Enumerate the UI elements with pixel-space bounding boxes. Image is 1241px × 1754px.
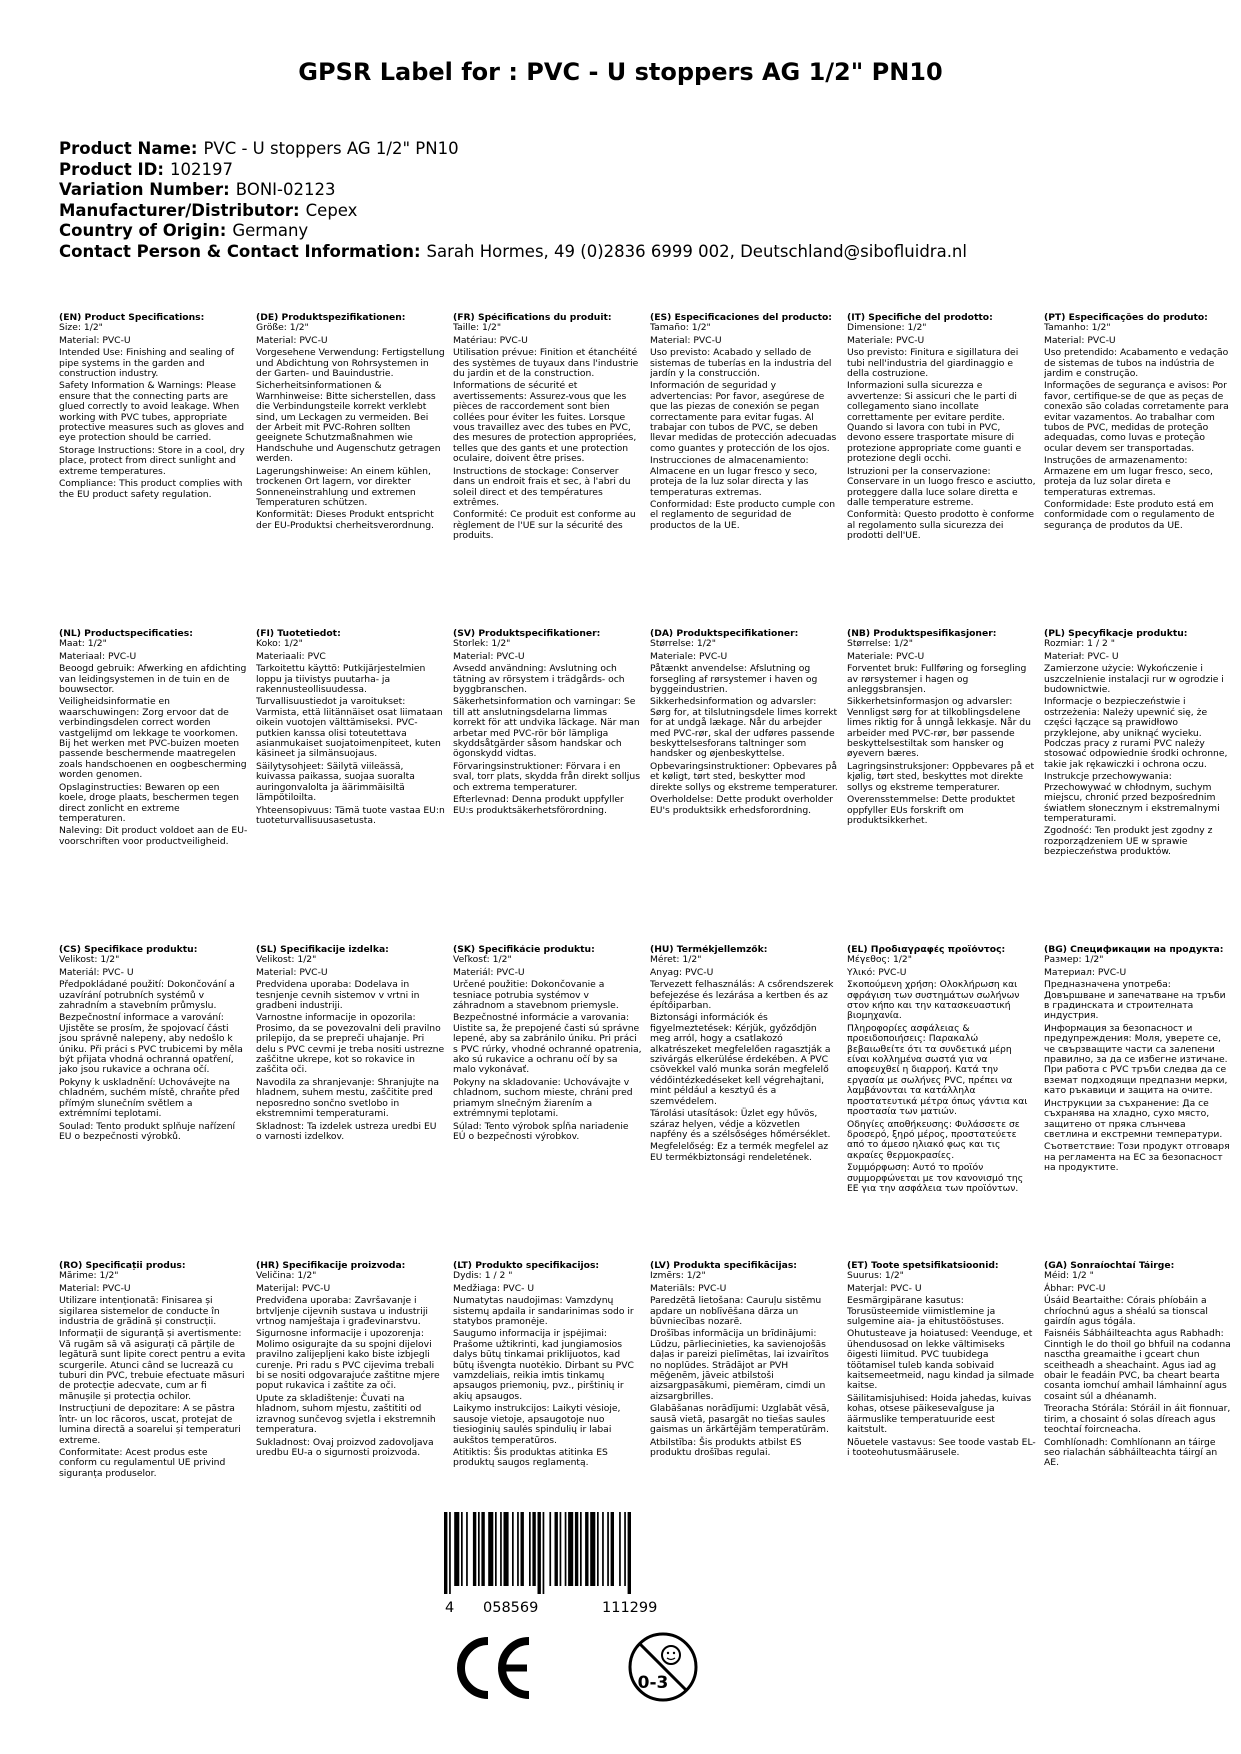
spec-line: Sigurnosne informacije i upozorenja: Molimo osigurajte da su spojni dijelovi pravilno zalijepljeni kako biste izbjegli curenje. Pri radu s PVC cijevima trebali bi se nositi odgovarajuće zaštitne mjere poput rukavica i zaštite za oči.: [256, 1328, 440, 1392]
spec-line: Taille: 1/2": [453, 322, 502, 334]
spec-line: Zamierzone użycie: Wykończenie i uszczelnienie instalacji rur w ogrodzie i budownictwie.: [1044, 663, 1224, 696]
spec-line: Laikymo instrukcijos: Laikyti vėsioje, sausoje vietoje, apsaugotoje nuo tiesioginių saulės spindulių ir labai aukštos temperatūros.: [453, 1403, 621, 1446]
spec-block: [847, 629, 1044, 945]
spec-line: Veľkosť: 1/2": [453, 954, 512, 966]
info-row: [59, 180, 1199, 201]
spec-heading: (SV) Produktspecifikationer:: [453, 629, 601, 639]
spec-line: Säkerhetsinformation och varningar: Se till att anslutningsdelarna limmas korrekt för att undvika läckage. När man arbetar med PVC-rör bör lämpliga skyddsåtgärder såsom handskar och ögonskydd vidtas.: [453, 696, 640, 760]
spec-block: [650, 313, 847, 629]
spec-line: Soulad: Tento produkt splňuje nařízení EU o bezpečnosti výrobků.: [59, 1120, 236, 1142]
spec-block: [847, 313, 1044, 629]
spec-line: Tamanho: 1/2": [1044, 322, 1111, 334]
spec-line: Určené použitie: Dokončovanie a tesniace potrubia systémov v záhradnom a stavebnom priemysle.: [453, 979, 619, 1012]
spec-line: Velikost: 1/2": [59, 954, 120, 966]
specifications-grid: [59, 313, 1231, 1591]
spec-line: Izmērs: 1/2": [650, 1270, 706, 1282]
spec-line: Sikkerhedsinformation og advarsler: Sørg for, at tilslutningsdele limes korrekt for at undgå lækage. Når du arbejder med PVC-rør, skal der udføres passende beskyttelsesforans taltninger som handsker og øjenbeskyttelse.: [650, 696, 838, 760]
spec-line: Conformité: Ce produit est conforme au règlement de l'UE sur la sécurité des produits.: [453, 509, 636, 542]
barcode-bar: [568, 1512, 573, 1586]
spec-line: Beoogd gebruik: Afwerking en afdichting van leidingsystemen in de tuin en de bouwsector.: [59, 663, 247, 696]
spec-line: Pokyny k uskladnění: Uchovávejte na chladném, suchém místě, chraňte před přímým slunečním světlem a extrémními teplotami.: [59, 1076, 240, 1120]
spec-heading: (FR) Spécifications du produit:: [453, 313, 612, 323]
spec-block: [59, 945, 256, 1261]
info-label: Contact Person & Contact Information:: [59, 241, 421, 261]
spec-heading: (PT) Especificações do produto:: [1044, 313, 1208, 323]
spec-line: Informacje o bezpieczeństwie i ostrzeżenia: Należy upewnić się, że części łączące są prawidłowo przyklejone, aby uniknąć wycieku. Podczas pracy z rurami PVC należy stosować odpowiednie środki ochronne, takie jak rękawiczki i ochrona oczu.: [1044, 696, 1228, 770]
spec-line: Atbilstība: Šis produkts atbilst ES produktu drošības regulai.: [650, 1436, 802, 1458]
barcode-bar: [521, 1512, 524, 1586]
info-label: Country of Origin:: [59, 221, 227, 240]
spec-line: Instructions de stockage: Conserver dans un endroit frais et sec, à l'abri du soleil direct et des températures extrêmes.: [453, 465, 631, 508]
spec-line: Biztonsági információk és figyelmeztetések: Kérjük, győződjön meg arról, hogy a csatlakozó alkatrészeket megfelelően ragasztják a szivárgás elkerülése érdekében. A PVC csövekkel való munka során megfelelő védőintézkedéseket kell végrehajtani, mint például a kesztyű és a szemvédelem.: [650, 1012, 831, 1107]
spec-line: Conformidade: Este produto está em conformidade com o regulamento de segurança de produtos da UE.: [1044, 498, 1215, 531]
info-value: BONI-02123: [235, 180, 336, 199]
spec-line: Skladnost: Ta izdelek ustreza uredbi EU o varnosti izdelkov.: [256, 1120, 437, 1142]
spec-block: [1044, 629, 1241, 945]
spec-line: Upute za skladištenje: Čuvati na hladnom, suhom mjestu, zaštititi od izravnog sunčevog svjetla i ekstremnih temperatura.: [256, 1392, 436, 1436]
barcode-bar: [461, 1512, 463, 1586]
spec-line: Materiaali: PVC: [256, 650, 326, 662]
spec-line: Numatytas naudojimas: Vamzdynų sistemų apdaila ir sandarinimas sodo ir statybos pramonėje.: [453, 1295, 634, 1328]
spec-line: Nõuetele vastavus: See toode vastab EL-i tooteohutusmäärusele.: [847, 1436, 1036, 1458]
spec-line: Comhlíonadh: Comhlíonann an táirge seo rialachán sábháilteachta táirgí an AE.: [1044, 1436, 1218, 1469]
spec-line: Compliance: This product complies with the EU product safety regulation.: [59, 478, 243, 500]
spec-line: Materjal: PVC- U: [847, 1282, 922, 1294]
spec-line: Opslaginstructies: Bewaren op een koele, droge plaats, beschermen tegen direct zonlicht en extreme temperaturen.: [59, 781, 239, 824]
spec-heading: (PL) Specyfikacje produktu:: [1044, 629, 1188, 639]
spec-line: Naleving: Dit product voldoet aan de EU-voorschriften voor productveiligheid.: [59, 825, 248, 847]
spec-line: Storage Instructions: Store in a cool, dry place, protect from direct sunlight and extreme temperatures.: [59, 444, 245, 477]
spec-line: Conformidad: Este producto cumple con el reglamento de seguridad de productos de la UE.: [650, 498, 836, 531]
spec-line: Materiał: PVC- U: [1044, 650, 1119, 662]
info-value: Cepex: [305, 200, 358, 220]
spec-line: Uso pretendido: Acabamento e vedação de sistemas de tubos na indústria de jardim e construção.: [1044, 347, 1229, 380]
spec-line: Glabāšanas norādījumi: Uzglabāt vēsā, sausā vietā, pasargāt no tiešas saules gaismas un ārkārtējām temperatūrām.: [650, 1403, 830, 1436]
spec-heading: (ES) Especificaciones del producto:: [650, 313, 832, 323]
spec-heading: (RO) Specificații produs:: [59, 1261, 186, 1271]
ce-mark-icon: [455, 1635, 535, 1701]
spec-line: Veličina: 1/2": [256, 1270, 317, 1282]
spec-heading: (BG) Спецификации на продукта:: [1044, 945, 1224, 955]
spec-line: Material: PVC-U: [256, 334, 328, 346]
spec-line: Instrucțiuni de depozitare: A se păstra într- un loc răcoros, uscat, protejat de lumina directă a soarelui și temperaturi extreme.: [59, 1403, 241, 1446]
barcode-bar: [555, 1512, 558, 1586]
spec-line: Lagringsinstruksjoner: Oppbevares på et kjølig, tørt sted, beskyttes mot direkte sollys og ekstreme temperaturer.: [847, 760, 1035, 793]
spec-line: Tamaño: 1/2": [650, 322, 711, 334]
spec-line: Materijal: PVC-U: [256, 1282, 331, 1294]
barcode-bar: [532, 1512, 535, 1586]
spec-line: Conformitate: Acest produs este conform cu regulamentul UE privind siguranța produselor.: [59, 1446, 226, 1479]
barcode-bar: [560, 1512, 562, 1586]
spec-line: Materiale: PVC-U: [650, 650, 728, 662]
spec-line: Sicherheitsinformationen & Warnhinweise: Bitte sicherstellen, dass die Verbindungsteile korrekt verklebt sind, um Leckagen zu vermeiden. Bei der Arbeit mit PVC-Rohren sollten geeignete Schutzmaßnahmen wie Handschuhe und Augenschutz getragen werden.: [256, 380, 441, 465]
spec-line: Faisnéis Sábháilteachta agus Rabhadh: Cinntigh le do thoil go bhfuil na codanna nasctha greamaithe i gceart chun sceitheadh a sheachaint. Agus iad ag obair le feadáin PVC, ba cheart bearta cosanta iomchuí amhail lámhainní agus cosaint súl a dhéanamh.: [1044, 1328, 1231, 1402]
spec-line: Maat: 1/2": [59, 638, 107, 650]
barcode-bar: [575, 1512, 578, 1586]
spec-heading: (DE) Produktspezifikationen:: [256, 313, 406, 323]
spec-line: Matériau: PVC-U: [453, 334, 528, 346]
spec-heading: (NB) Produktspesifikasjoner:: [847, 629, 997, 639]
spec-line: Material: PVC-U: [59, 334, 131, 346]
spec-line: Utilisation prévue: Finition et étanchéité des systèmes de tuyaux dans l'industrie du jardin et de la construction.: [453, 347, 639, 380]
spec-line: Úsáid Beartaithe: Córais phíobáin a chríochnú agus a shéalú sa tionscal gairdín agus tógála.: [1044, 1295, 1208, 1328]
spec-block: [847, 945, 1044, 1261]
spec-line: Material: PVC-U: [650, 334, 722, 346]
info-value: PVC - U stoppers AG 1/2" PN10: [203, 139, 459, 158]
spec-line: Предназначена употреба: Довършване и запечатване на тръби в градинската и строителната индустрия.: [1044, 979, 1226, 1022]
info-label: Product Name:: [59, 139, 198, 158]
spec-line: Materiál: PVC- U: [59, 966, 134, 978]
spec-heading: (LV) Produkta specifikācijas:: [650, 1261, 797, 1271]
spec-block: [59, 1261, 256, 1591]
spec-line: Informations de sécurité et avertissements: Assurez-vous que les pièces de raccordement sont bien collées pour éviter les fuites. Lorsque vous travaillez avec des tubes en PVC, des mesures de protection appropriées, telles que des gants et une protection oculaire, doivent être prises.: [453, 380, 637, 465]
barcode-bar: [504, 1512, 509, 1586]
spec-line: Anyag: PVC-U: [650, 966, 714, 978]
barcode-bar: [454, 1512, 459, 1586]
spec-line: Ohutusteave ja hoiatused: Veenduge, et ühendusosad on lekke vältimiseks õigesti liimitud. PVC tuubidega töötamisel tuleb kanda sobivaid kaitsemeetmeid, nagu kindad ja silmade kaitse.: [847, 1328, 1035, 1392]
spec-heading: (SK) Špecifikácie produktu:: [453, 945, 595, 955]
spec-line: Safety Information & Warnings: Please ensure that the connecting parts are glued correctly to avoid leakage. When working with PVC tubes, appropriate protective measures such as gloves and eye protection should be carried.: [59, 380, 245, 444]
spec-line: Påtænkt anvendelse: Afslutning og forsegling af rørsystemer i haven og byggeindustrien.: [650, 663, 818, 696]
spec-line: Megfelelőség: Ez a termék megfelel az EU termékbiztonsági rendeletének.: [650, 1141, 829, 1163]
spec-line: Saugumo informacija ir įspėjimai: Prašome užtikrinti, kad jungiamosios dalys būtų tinkamai priklijuotos, kad būtų išvengta nuotėkio. Dirbant su PVC vamzdeliais, reikia imtis tinkamų apsaugos priemonių, pvz., pirštinių ir akių apsaugos.: [453, 1328, 634, 1402]
barcode-bar: [481, 1512, 484, 1586]
spec-line: Bezpečnostní informace a varování: Ujistěte se prosím, že spojovací části jsou správně nalepeny, aby nedošlo k úniku. Při práci s PVC trubicemi by měla být přijata vhodná ochranná opatření, jako jsou rukavice a ochrana očí.: [59, 1012, 243, 1076]
spec-block: [256, 629, 453, 945]
barcode-bar: [444, 1512, 447, 1594]
info-value: Sarah Hormes, 49 (0)2836 6999 002, Deutschland@sibofluidra.nl: [426, 241, 967, 261]
barcode-bar: [517, 1512, 519, 1586]
spec-line: Размер: 1/2": [1044, 954, 1104, 966]
spec-line: Informações de segurança e avisos: Por favor, certifique-se de que as peças de conexão são coladas corretamente para evitar vazamentos. Ao trabalhar com tubos de PVC, medidas de proteção adequadas, como luvas e proteção ocular devem ser transportadas.: [1044, 380, 1229, 454]
spec-line: Οδηγίες αποθήκευσης: Φυλάσσετε σε δροσερό, ξηρό μέρος, προστατεύετε από το άμεσο ηλιακό φως και τις ακραίες θερμοκρασίες.: [847, 1118, 1020, 1161]
spec-line: Yhteensopivuus: Tämä tuote vastaa EU:n tuoteturvallisuusasetusta.: [256, 804, 445, 826]
spec-line: Μέγεθος: 1/2": [847, 954, 912, 966]
spec-line: Avsedd användning: Avslutning och tätning av rörsystem i trädgårds- och byggbranschen.: [453, 663, 625, 696]
spec-line: Säilitamisjuhised: Hoida jahedas, kuivas kohas, otsese päikesevalguse ja äärmuslike temperatuuride eest kaitstult.: [847, 1392, 1032, 1436]
spec-line: Treoracha Stórála: Stóráil in áit fionnuar, tirim, a chosaint ó solas díreach agus teochtaí foircneacha.: [1044, 1403, 1231, 1436]
spec-heading: (HU) Termékjellemzők:: [650, 945, 768, 955]
spec-line: Overensstemmelse: Dette produktet oppfyller EUs forskrift om produktsikkerhet.: [847, 794, 1016, 826]
barcode-bar: [597, 1512, 599, 1586]
product-info: [59, 139, 1199, 262]
barcode-bar: [585, 1512, 588, 1586]
spec-block: [1044, 313, 1241, 629]
spec-line: Navodila za shranjevanje: Shranjujte na hladnem, suhem mestu, zaščitite pred neposredno sončno svetlobo in ekstremnimi temperaturami.: [256, 1076, 440, 1120]
spec-line: Intended Use: Finishing and sealing of pipe systems in the garden and construction industry.: [59, 347, 235, 380]
spec-block: [256, 1261, 453, 1591]
spec-block: [1044, 945, 1241, 1261]
spec-line: Größe: 1/2": [256, 322, 309, 334]
spec-line: Dydis: 1 / 2 ": [453, 1270, 513, 1282]
spec-heading: (IT) Specifiche del prodotto:: [847, 313, 993, 323]
spec-line: Zgodność: Ten produkt jest zgodny z rozporządzeniem UE w sprawie bezpieczeństwa produktów.: [1044, 825, 1213, 858]
barcode-bar: [624, 1512, 626, 1586]
barcode-bar: [449, 1512, 451, 1594]
info-value: Germany: [232, 221, 309, 240]
barcode-bar: [466, 1512, 468, 1586]
spec-line: Materiale: PVC-U: [847, 650, 925, 662]
info-label: Manufacturer/Distributor:: [59, 200, 300, 220]
info-label: Variation Number:: [59, 180, 230, 199]
info-row: [59, 160, 1199, 181]
spec-line: Material: PVC-U: [256, 966, 328, 978]
spec-line: Súlad: Tento výrobok spĺňa nariadenie EÚ o bezpečnosti výrobkov.: [453, 1120, 629, 1142]
spec-heading: (LT) Produkto specifikacijos:: [453, 1261, 600, 1271]
spec-line: Istruzioni per la conservazione: Conservare in un luogo fresco e asciutto, proteggere dalla luce solare diretta e dalle temperature estreme.: [847, 465, 1036, 508]
spec-line: Rozmiar: 1 / 2 ": [1044, 638, 1115, 650]
spec-line: Πληροφορίες ασφάλειας & προειδοποιήσεις: Παρακαλώ βεβαιωθείτε ότι τα συνδετικά μέρη είναι κολλημένα σωστά για να αποφευχθεί η διαρροή. Κατά την εργασία με σωλήνες PVC, πρέπει να λαμβάνονται τα κατάλληλα προστατευτικά μέτρα όπως γάντια και προστασία των ματιών.: [847, 1022, 1028, 1118]
spec-heading: (SL) Specifikacije izdelka:: [256, 945, 389, 955]
barcode-bar: [495, 1512, 497, 1586]
barcode-bar: [500, 1512, 502, 1586]
spec-block: [59, 313, 256, 629]
spec-line: Materiaal: PVC-U: [59, 650, 137, 662]
spec-line: Storlek: 1/2": [453, 638, 511, 650]
spec-heading: (CS) Specifikace produktu:: [59, 945, 198, 955]
page-title: GPSR Label for : PVC - U stoppers AG 1/2" PN10: [298, 58, 943, 86]
spec-block: [453, 313, 650, 629]
spec-line: Předpokládané použití: Dokončování a uzavírání potrubních systémů v zahradním a stavebním průmyslu.: [59, 979, 235, 1012]
spec-line: Utilizare intenționată: Finisarea și sigilarea sistemelor de conducte în industria de grădină și construcții.: [59, 1295, 220, 1328]
spec-line: Efterlevnad: Denna produkt uppfyller EU:s produktsäkerhetsförordning.: [453, 794, 624, 816]
spec-line: Bezpečnostné informácie a varovania: Uistite sa, že prepojené časti sú správne lepené, aby sa zabránilo úniku. Pri práci s PVC rúrky, vhodné ochranné opatrenia, ako sú rukavice a ochranu očí by sa malo vykonávať.: [453, 1012, 642, 1076]
barcode-bar: [565, 1512, 567, 1586]
spec-line: Tarkoitettu käyttö: Putkijärjestelmien loppu ja tiivistys puutarha- ja rakennusteollisuudessa.: [256, 663, 426, 696]
spec-line: Størrelse: 1/2": [650, 638, 716, 650]
spec-line: Konformität: Dieses Produkt entspricht der EU-Produktsi cherheitsverordnung.: [256, 509, 434, 531]
spec-line: Tervezett felhasználás: A csőrendszerek befejezése és lezárása a kertben és az építőiparban.: [650, 979, 834, 1012]
spec-line: Material: PVC-U: [59, 1282, 131, 1294]
barcode-bar: [607, 1512, 609, 1586]
spec-line: Veiligheidsinformatie en waarschuwingen: Zorg ervoor dat de verbindingsdelen correct worden vastgelijmd om lekkage te voorkomen. Bij het werken met PVC-buizen moeten passende beschermende maatregelen zoals handschoenen en oogbescherming worden genomen.: [59, 696, 247, 781]
barcode-bar: [512, 1512, 514, 1586]
spec-line: Sikkerhetsinformasjon og advarsler: Vennligst sørg for at tilkoblingsdelene limes riktig for å unngå lekkasje. Når du arbeider med PVC-rør, bør passende beskyttelsestiltak som hansker og øyevern bæres.: [847, 696, 1031, 760]
spec-line: Size: 1/2": [59, 322, 103, 334]
spec-line: Uso previsto: Finitura e sigillatura dei tubi nell'industria del giardinaggio e della costruzione.: [847, 347, 1019, 380]
info-row: [59, 201, 1199, 222]
info-label: Product ID:: [59, 159, 164, 179]
spec-heading: (FI) Tuotetiedot:: [256, 629, 341, 639]
spec-line: Materiale: PVC-U: [847, 334, 925, 346]
not-for-children-0-3-icon: [627, 1628, 699, 1706]
spec-line: Opbevaringsinstruktioner: Opbevares på et køligt, tørt sted, beskytter mod direkte sollys og ekstreme temperaturer.: [650, 760, 838, 793]
barcode-digits-middle: 058569: [483, 1600, 539, 1616]
spec-line: Forventet bruk: Fullføring og forsegling av rørsystemer i hagen og anleggsbransjen.: [847, 663, 1027, 696]
spec-line: Atitiktis: Šis produktas atitinka ES produktų saugos reglamentą.: [453, 1446, 608, 1469]
spec-heading: (DA) Produktspecifikationer:: [650, 629, 799, 639]
spec-heading: (EN) Product Specifications:: [59, 313, 205, 323]
barcode-digits-left: 4: [445, 1600, 455, 1616]
spec-line: Förvaringsinstruktioner: Förvara i en sval, torr plats, skydda från direkt solljus och extrema temperaturer.: [453, 760, 640, 793]
spec-line: Pokyny na skladovanie: Uchovávajte v chladnom, suchom mieste, chráni pred priamym slnečným žiarením a extrémnymi teplotami.: [453, 1076, 633, 1120]
spec-line: Koko: 1/2": [256, 638, 303, 650]
spec-heading: (GA) Sonraíochtaí Táirge:: [1044, 1261, 1175, 1271]
spec-block: [1044, 1261, 1241, 1591]
info-row: [59, 242, 1199, 263]
barcode-bar: [590, 1512, 595, 1586]
spec-block: [650, 945, 847, 1261]
spec-heading: (EL) Προδιαγραφές προϊόντος:: [847, 945, 1006, 955]
barcode-bar: [478, 1512, 480, 1586]
spec-line: Ábhar: PVC-U: [1044, 1282, 1106, 1294]
spec-line: Instrucciones de almacenamiento: Almacene en un lugar fresco y seco, proteja de la luz solar directa y las temperaturas extremas.: [650, 455, 818, 498]
spec-block: [453, 945, 650, 1261]
barcode-bar: [473, 1512, 476, 1586]
info-row: [59, 139, 1199, 160]
spec-heading: (HR) Specifikacije proizvoda:: [256, 1261, 406, 1271]
spec-line: Turvallisuustiedot ja varoitukset: Varmista, että liitännäiset osat liimataan oikein vuotojen välttämiseksi. PVC-putkien kanssa olisi toteutettava asianmukaiset suojatoimenpiteet, kuten käsineet ja silmänsuojaus.: [256, 696, 443, 760]
spec-line: Υλικό: PVC-U: [847, 966, 907, 978]
spec-line: Predvidena uporaba: Dodelava in tesnjenje cevnih sistemov v vrtni in gradbeni industriji.: [256, 979, 420, 1012]
barcode-icon: [440, 1512, 700, 1594]
barcode-bar: [538, 1512, 541, 1594]
spec-line: Vorgesehene Verwendung: Fertigstellung und Abdichtung von Rohrsystemen in der Garten- und Bauindustrie.: [256, 347, 445, 380]
spec-line: Eesmärgipärane kasutus: Torusüsteemide viimistlemine ja sulgemine aia- ja ehitustööstuses.: [847, 1295, 1005, 1328]
spec-block: [59, 629, 256, 945]
barcode-bar: [580, 1512, 582, 1586]
spec-line: Paredzētā lietošana: Cauruļu sistēmu apdare un noblīvēšana dārza un būvniecības nozarē.: [650, 1295, 822, 1328]
spec-line: Materiál: PVC-U: [453, 966, 525, 978]
spec-block: [256, 945, 453, 1261]
spec-block: [256, 313, 453, 629]
spec-line: Medžiaga: PVC- U: [453, 1282, 535, 1294]
spec-block: [453, 629, 650, 945]
spec-line: Varnostne informacije in opozorila: Prosimo, da se povezovalni deli pravilno prilepijo, da se prepreči uhajanje. Pri delu s PVC cevmi je treba nositi ustrezne zaščitne ukrepe, kot so rokavice in zaščita oči.: [256, 1012, 445, 1076]
spec-line: Material: PVC-U: [453, 650, 525, 662]
spec-line: Säilytysohjeet: Säilytä viileässä, kuivassa paikassa, suojaa suoralta auringonvalolta ja äärimmäisiltä lämpötiloilta.: [256, 760, 415, 804]
age-label: 0-3: [637, 1673, 669, 1693]
barcode-bar: [543, 1512, 545, 1594]
barcode-bar: [619, 1512, 621, 1586]
barcode-bar: [602, 1512, 604, 1586]
spec-block: [650, 629, 847, 945]
spec-line: Conformità: Questo prodotto è conforme al regolamento sulla sicurezza dei prodotti dell'UE.: [847, 509, 1035, 542]
barcode-bar: [529, 1512, 531, 1586]
barcode-bar: [611, 1512, 614, 1586]
spec-line: Información de seguridad y advertencias: Por favor, asegúrese de que las piezas de conexión se pegan correctamente para evitar fugas. Al trabajar con tubos de PVC, se deben llevar medidas de protección adecuadas como guantes y protección de los ojos.: [650, 380, 837, 454]
spec-line: Lagerungshinweise: An einem kühlen, trockenen Ort lagern, vor direkter Sonneneinstrahlung und extremen Temperaturen schützen.: [256, 465, 431, 508]
spec-line: Suurus: 1/2": [847, 1270, 904, 1282]
spec-line: Συμμόρφωση: Αυτό το προϊόν συμμορφώνεται με τον κανονισμό της ΕΕ για την ασφάλεια των προϊόντων.: [847, 1162, 1024, 1194]
spec-heading: (ET) Toote spetsifikatsioonid:: [847, 1261, 999, 1271]
spec-line: Drošības informācija un brīdinājumi: Lūdzu, pārliecinieties, ka savienojošās daļas ir pareizi pielīmētas, lai izvairītos no noplūdes. Strādājot ar PVH mēģenēm, jāveic atbilstoši aizsargpasākumi, piemēram, cimdi un aizsargbrilles.: [650, 1328, 829, 1402]
spec-line: Tárolási utasítások: Üzlet egy hűvös, száraz helyen, védje a közvetlen napfény és a szélsőséges hőmérséklet.: [650, 1108, 831, 1140]
spec-line: Информация за безопасност и предупреждения: Моля, уверете се, че свързващите части са залепени правилно, за да се избегне изтичане. При работа с PVC тръби следва да се вземат подходящи предпазни мерки, като ръкавици и защита на очите.: [1044, 1022, 1228, 1097]
spec-line: Материал: PVC-U: [1044, 966, 1127, 978]
spec-line: Instrukcje przechowywania: Przechowywać w chłodnym, suchym miejscu, chronić przed bezpośrednim światłem słonecznym i ekstremalnymi temperaturami.: [1044, 771, 1220, 824]
spec-line: Instruções de armazenamento: Armazene em um lugar fresco, seco, proteja da luz solar direta e temperaturas extremas.: [1044, 455, 1213, 498]
info-value: 102197: [169, 159, 233, 179]
spec-line: Størrelse: 1/2": [847, 638, 913, 650]
barcode-digits-right: 111299: [602, 1600, 658, 1616]
spec-line: Overholdelse: Dette produkt overholder EU's produktsikk erhedsforordning.: [650, 794, 834, 816]
spec-line: Informații de siguranță și avertismente: Vă rugăm să vă asigurați că părțile de legătură sunt lipite corect pentru a evita scurgerile. Atunci când se lucrează cu tuburi din PVC, trebuie efectuate măsuri de protecție adecvate, cum ar fi mănușile și protecția ochilor.: [59, 1328, 246, 1402]
spec-line: Informazioni sulla sicurezza e avvertenze: Si assicuri che le parti di collegamento siano incollate correttamente per evitare perdite. Quando si lavora con tubi in PVC, devono essere trasportate misure di protezione appropriate come guanti e protezione degli occhi.: [847, 380, 1022, 465]
barcode-bar: [628, 1512, 631, 1594]
spec-line: Dimensione: 1/2": [847, 322, 927, 334]
info-row: [59, 221, 1199, 242]
spec-line: Velikost: 1/2": [256, 954, 317, 966]
spec-line: Méret: 1/2": [650, 954, 702, 966]
barcode-bar: [549, 1512, 551, 1586]
spec-line: Material: PVC-U: [1044, 334, 1116, 346]
spec-line: Mărime: 1/2": [59, 1270, 119, 1282]
barcode-bar: [488, 1512, 493, 1586]
spec-line: Съответствие: Този продукт отговаря на регламента на ЕС за безопасност на продуктите.: [1044, 1141, 1230, 1174]
spec-line: Materiāls: PVC-U: [650, 1282, 727, 1294]
spec-line: Méid: 1/2 ": [1044, 1270, 1094, 1282]
spec-line: Predviđena uporaba: Završavanje i brtvljenje cijevnih sustava u industriji vrtnog namještaja i građevinarstvu.: [256, 1295, 428, 1328]
spec-line: Инструкции за съхранение: Да се съхранява на хладно, сухо място, защитено от пряка слънчева светлина и екстремни температури.: [1044, 1097, 1223, 1140]
spec-block: [847, 1261, 1044, 1591]
spec-line: Σκοπούμενη χρήση: Ολοκλήρωση και σφράγιση των συστημάτων σωλήνων στον κήπο και την κατασκευαστική βιομηχανία.: [847, 979, 1020, 1022]
spec-line: Sukladnost: Ovaj proizvod zadovoljava uredbu EU-a o sigurnosti proizvoda.: [256, 1436, 434, 1458]
spec-line: Uso previsto: Acabado y sellado de sistemas de tuberías en la industria del jardín y la construcción.: [650, 347, 832, 380]
spec-heading: (NL) Productspecificaties:: [59, 629, 193, 639]
